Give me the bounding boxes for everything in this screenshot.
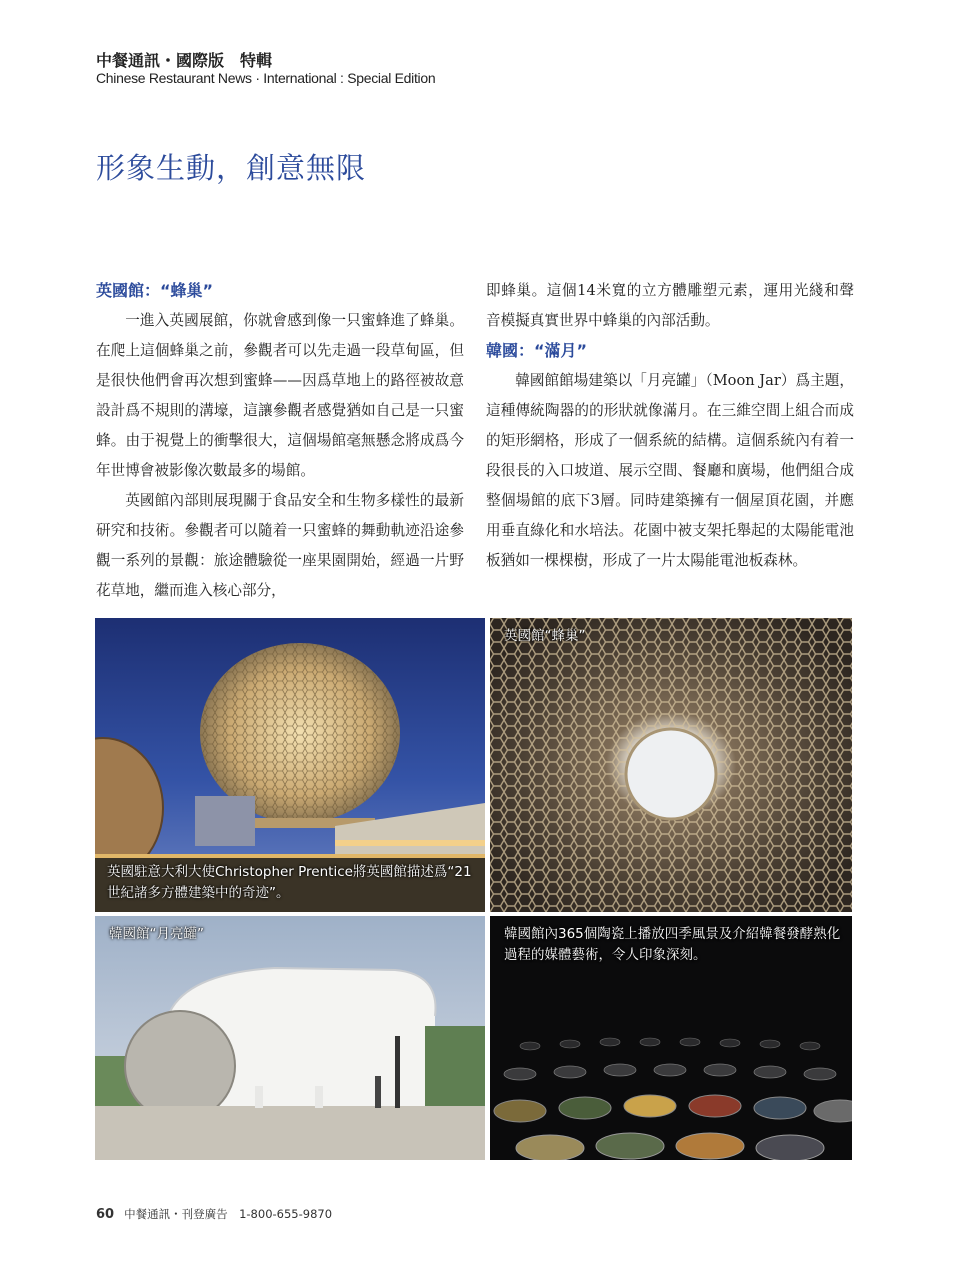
footer-advertising-text: 中餐通訊・刊登廣告 1-800-655-9870	[124, 1207, 333, 1221]
page-footer	[96, 1206, 332, 1222]
korea-interior-caption: 韓國館內365個陶瓷上播放四季風景及介紹韓餐發酵熟化過程的媒體藝術，令人印象深刻。	[504, 926, 841, 963]
uk-paragraph-3: 即蜂巢。這個14米寬的立方體雕塑元素，運用光綫和聲音模擬真實世界中蜂巢的內部活動。	[486, 282, 854, 329]
text-column-right	[486, 276, 854, 576]
korea-pavilion-heading: 韓國：“滿月”	[486, 341, 588, 360]
uk-pavilion-interior-photo	[490, 618, 852, 912]
page-number: 60	[96, 1207, 115, 1222]
uk-pavilion-heading: 英國館：“蜂巢”	[96, 281, 214, 300]
magazine-header-zh: 中餐通訊・國際版 特輯	[96, 51, 273, 70]
uk-interior-caption: 英國館“蜂巢”	[504, 628, 586, 644]
korea-pavilion-interior-photo	[490, 916, 852, 1160]
uk-pavilion-exterior-photo	[95, 618, 485, 912]
korea-paragraph-1: 韓國館館場建築以「月亮罐」（Moon Jar）爲主題，這種傳統陶器的的形狀就像滿月。在三維空間上組合而成的矩形網格，形成了一個系統的結構。這個系統內有着一段很長的入口坡道、展示空間、餐廳和廣場，他們組合成整個場館的底下3層。同時建築擁有一個屋頂花園，并應用垂直綠化和水培法。花園中被支架托舉起的太陽能電池板猶如一棵棵樹，形成了一片太陽能電池板森林。	[486, 372, 854, 569]
magazine-header-en: Chinese Restaurant News · International : Special Edition	[96, 70, 436, 86]
korea-exterior-caption: 韓國館“月亮罐”	[109, 926, 204, 942]
article-title: 形象生動，創意無限	[96, 151, 367, 185]
uk-exterior-caption: 英國駐意大利大使Christopher Prentice將英國館描述爲“21世紀諸多方體建築中的奇迹”。	[107, 864, 472, 901]
text-column-left	[96, 276, 464, 606]
uk-pavilion-interior-illustration	[490, 618, 852, 912]
uk-paragraph-2: 英國館內部則展現關于食品安全和生物多樣性的最新研究和技術。參觀者可以隨着一只蜜蜂的舞動軌迹沿途參觀一系列的景觀：旅途體驗從一座果園開始，經過一片野花草地，繼而進入核心部分，	[96, 492, 464, 599]
korea-pavilion-exterior-photo	[95, 916, 485, 1160]
uk-paragraph-1: 一進入英國展館，你就會感到像一只蜜蜂進了蜂巢。在爬上這個蜂巢之前，參觀者可以先走過一段草甸區，但是很快他們會再次想到蜜蜂——因爲草地上的路徑被故意設計爲不規則的溝壕，這讓參觀者感覺猶如自己是一只蜜蜂。由于視覺上的衝擊很大，這個場館毫無懸念將成爲今年世博會被影像次數最多的場館。	[96, 312, 464, 479]
korea-pavilion-exterior-illustration	[95, 916, 485, 1160]
